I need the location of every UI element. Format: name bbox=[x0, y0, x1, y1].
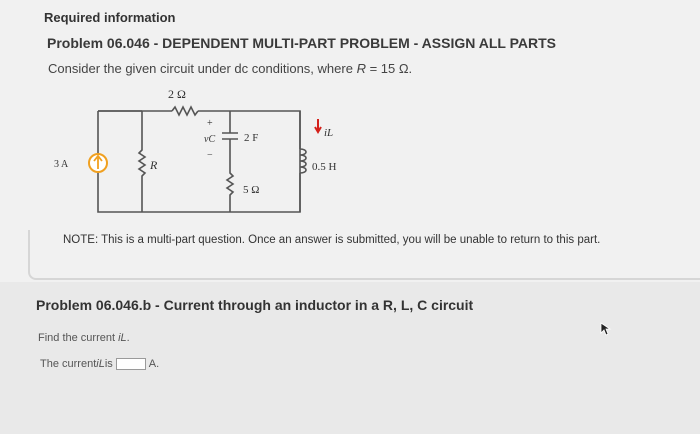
il-arrow-icon bbox=[315, 119, 321, 132]
label-plus: + bbox=[207, 118, 213, 129]
resistor-2ohm bbox=[172, 107, 198, 115]
label-2f: 2 F bbox=[244, 132, 259, 144]
part-title: Problem 06.046.b - Current through an inductor in a R, L, C circuit bbox=[36, 297, 474, 313]
r-value: = 15 Ω. bbox=[365, 61, 413, 76]
note-text: NOTE: This is a multi-part question. Once an answer is submitted, you will be unable to return to this part. bbox=[63, 234, 601, 246]
current-mid: is bbox=[104, 358, 113, 370]
label-3a: 3 A bbox=[54, 159, 69, 170]
find-variable: iL bbox=[118, 332, 127, 344]
required-heading: Required information bbox=[44, 10, 176, 25]
current-prefix: The current bbox=[40, 358, 97, 370]
wire-outer bbox=[98, 111, 300, 212]
unit-label: A. bbox=[148, 358, 160, 370]
mouse-cursor-icon bbox=[600, 322, 612, 336]
answer-input[interactable] bbox=[116, 358, 146, 370]
label-05h: 0.5 H bbox=[312, 161, 337, 173]
current-variable: iL bbox=[96, 358, 105, 370]
consider-prefix: Consider the given circuit under dc conditions, where bbox=[48, 61, 357, 76]
capacitor-2f bbox=[222, 133, 238, 139]
answer-row bbox=[40, 358, 159, 370]
inductor-05h bbox=[300, 149, 306, 173]
label-2ohm: 2 Ω bbox=[168, 87, 186, 101]
problem-statement bbox=[48, 61, 412, 76]
label-il: iL bbox=[324, 127, 334, 139]
label-vc: vC bbox=[204, 134, 216, 145]
find-suffix: . bbox=[126, 332, 130, 344]
circuit-diagram bbox=[50, 85, 350, 220]
label-minus: − bbox=[207, 150, 213, 161]
label-r: R bbox=[150, 158, 158, 172]
find-instruction bbox=[38, 332, 130, 344]
resistor-5ohm bbox=[227, 139, 233, 212]
r-variable: R bbox=[356, 61, 366, 76]
problem-title: Problem 06.046 - DEPENDENT MULTI-PART PROBLEM - ASSIGN ALL PARTS bbox=[47, 35, 556, 51]
label-5ohm: 5 Ω bbox=[243, 184, 260, 196]
find-prefix: Find the current bbox=[38, 332, 119, 344]
